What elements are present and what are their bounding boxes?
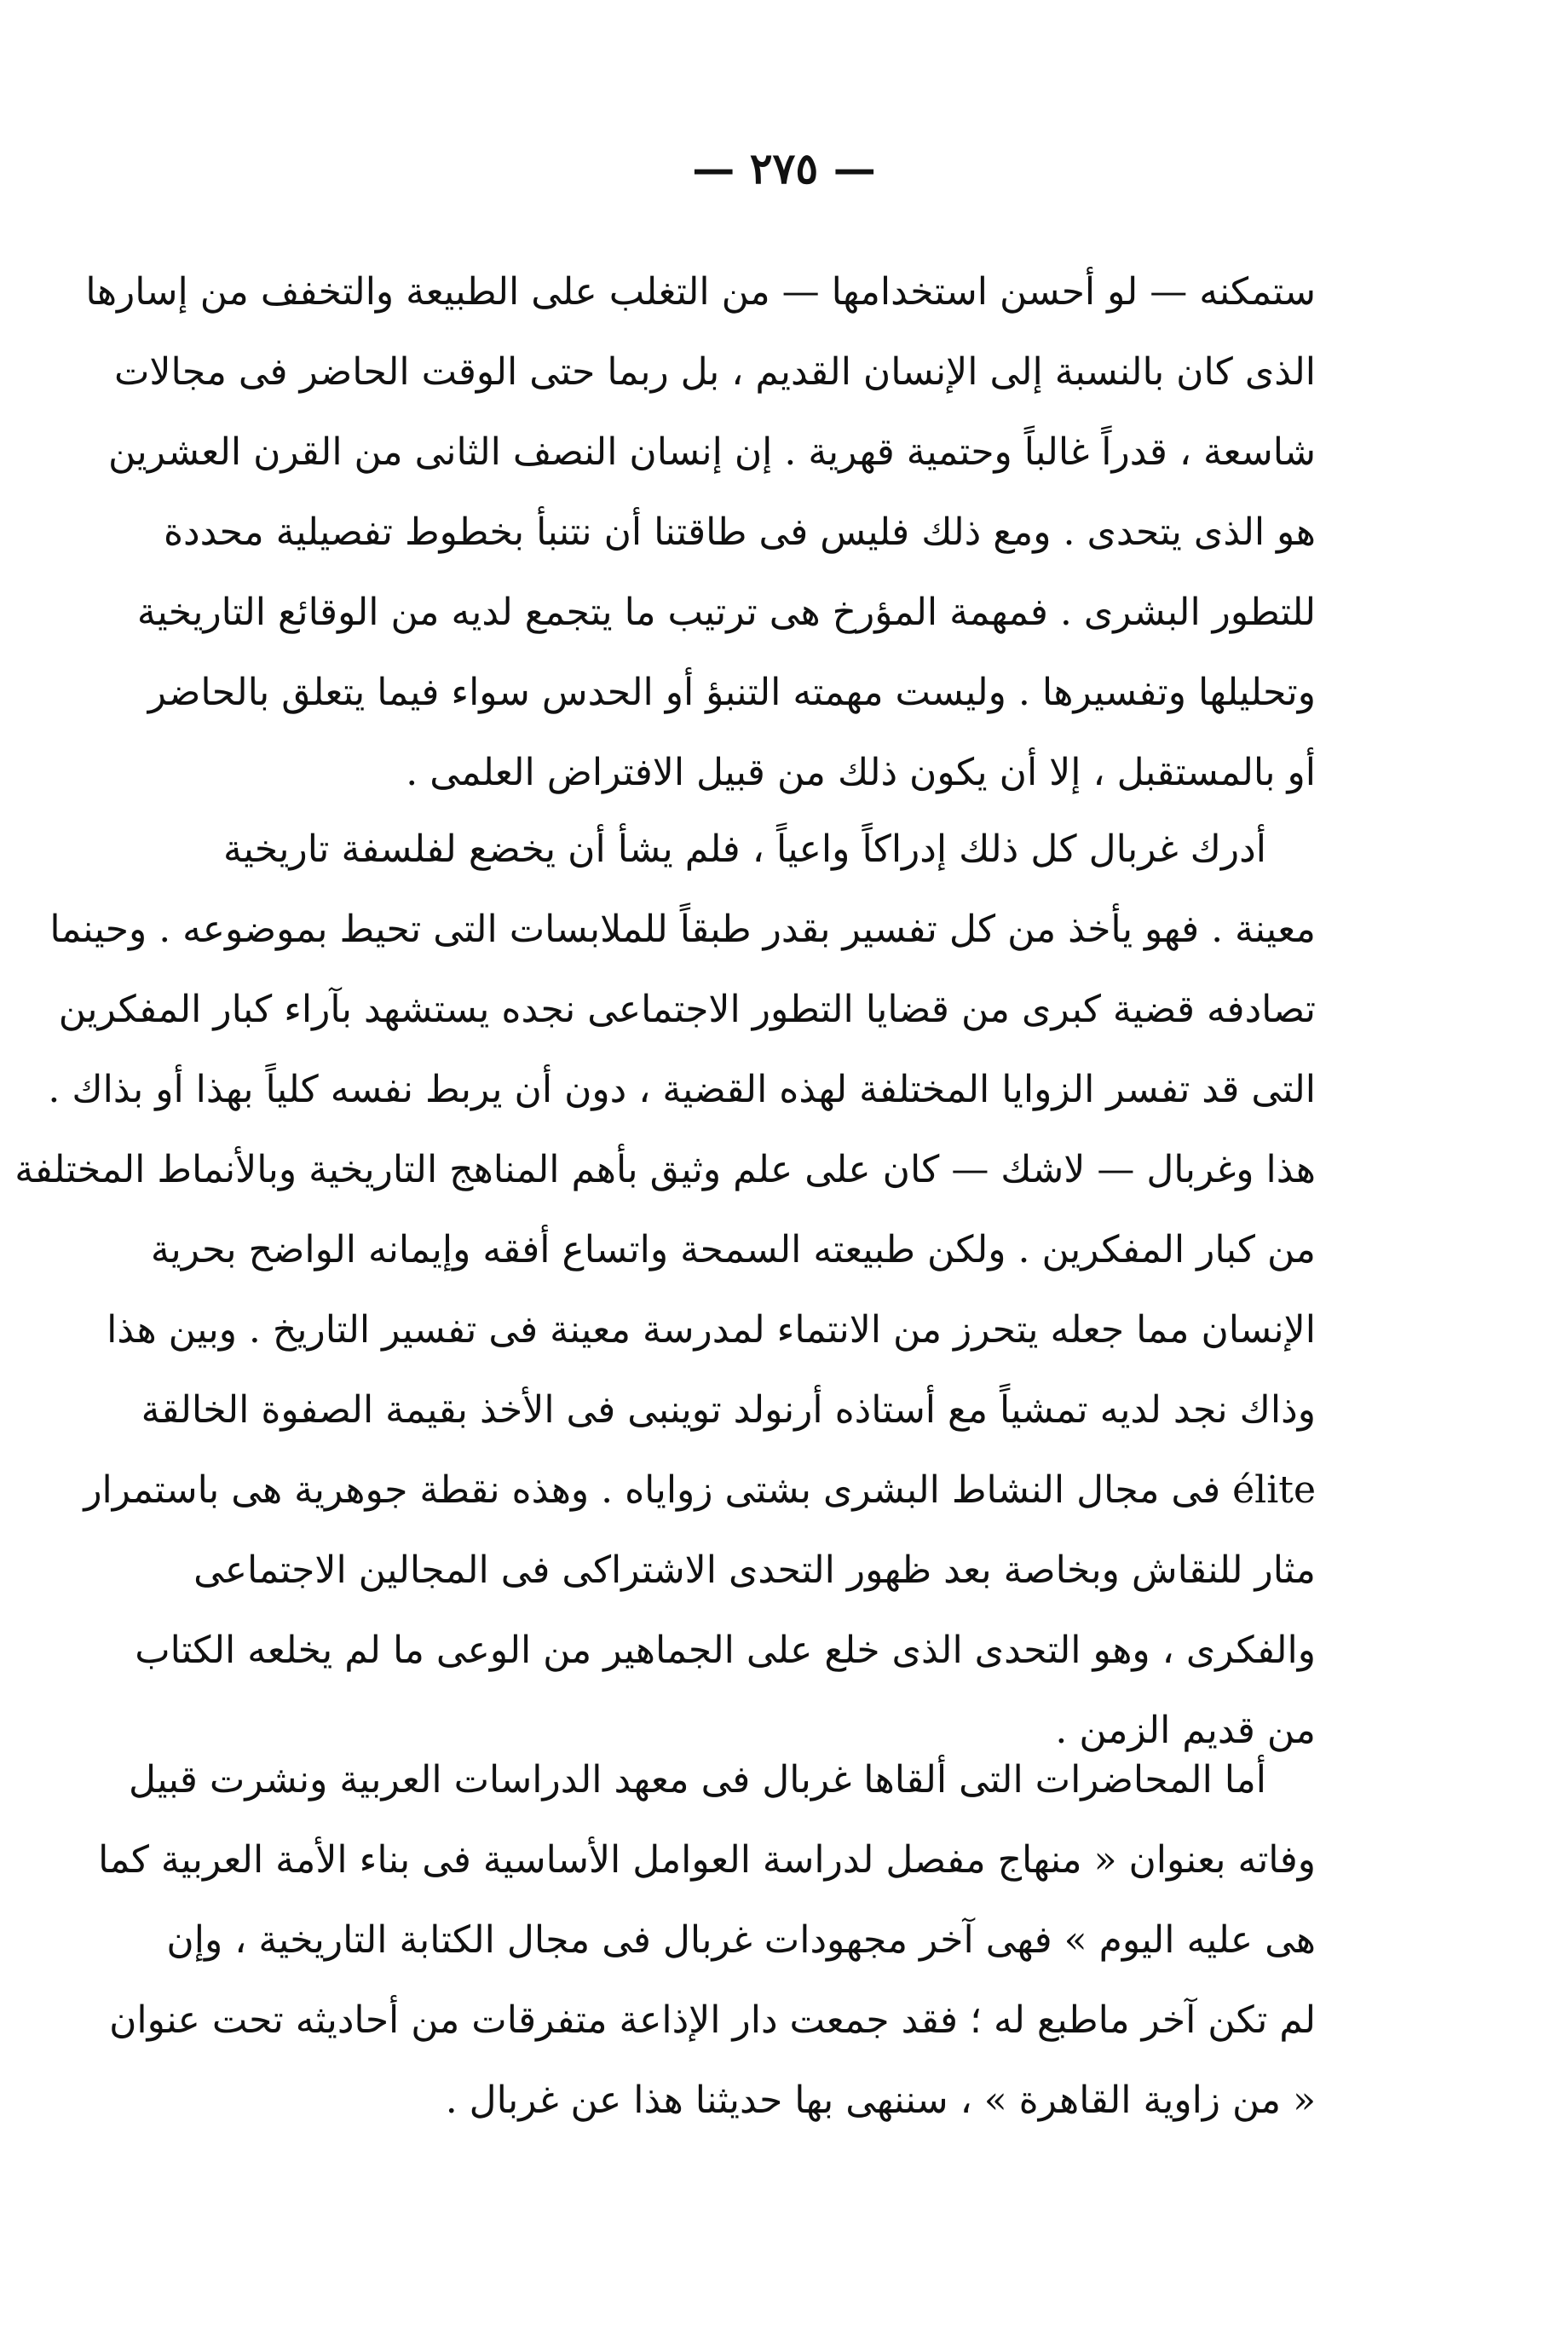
text-line: وذاك نجد لديه تمشياً مع أستاذه أرنولد توينبى فى الأخذ بقيمة الصفوة الخالقة (141, 1388, 1316, 1432)
text-line: وفاته بعنوان « منهاج مفصل لدراسة العوامل الأساسية فى بناء الأمة العربية كما (98, 1838, 1316, 1882)
text-line: هى عليه اليوم » فهى آخر مجهودات غربال فى مجال الكتابة التاريخية ، وإن (166, 1918, 1316, 1962)
paragraph-3 (98, 1740, 1316, 2141)
text-line: من كبار المفكرين . ولكن طبيعته السمحة واتساع أفقه وإيمانه الواضح بحرية (150, 1228, 1316, 1271)
text-line: من قديم الزمن . (1055, 1709, 1316, 1752)
text-line: الإنسان مما جعله يتحرز من الانتماء لمدرسة معينة فى تفسير التاريخ . وبين هذا (107, 1308, 1316, 1352)
text-line: شاسعة ، قدراً غالباً وحتمية قهرية . إن إنسان النصف الثانى من القرن العشرين (107, 430, 1316, 474)
text-line: الذى كان بالنسبة إلى الإنسان القديم ، بل ربما حتى الوقت الحاضر فى مجالات (114, 350, 1316, 394)
text-line: أو بالمستقبل ، إلا أن يكون ذلك من قبيل الافتراض العلمى . (406, 751, 1316, 794)
text-line: للتطور البشرى . فمهمة المؤرخ هى ترتيب ما يتجمع لديه من الوقائع التاريخية (136, 591, 1316, 634)
text-line: هو الذى يتحدى . ومع ذلك فليس فى طاقتنا أن نتنبأ بخطوط تفصيلية محددة (163, 510, 1316, 554)
text-line: ستمكنه — لو أحسن استخدامها — من التغلب على الطبيعة والتخفف من إسارها (85, 270, 1316, 314)
page-number: — ٢٧٥ — (692, 143, 876, 193)
paragraph-2 (14, 810, 1316, 1771)
text-line: والفكرى ، وهو التحدى الذى خلع على الجماهير من الوعى ما لم يخلعه الكتاب (135, 1629, 1316, 1672)
text-line: مثار للنقاش وبخاصة بعد ظهور التحدى الاشتراكى فى المجالين الاجتماعى (193, 1548, 1316, 1592)
text-line: « من زاوية القاهرة » ، سننهى بها حديثنا هذا عن غربال . (445, 2078, 1316, 2122)
text-line: لم تكن آخر ماطبع له ؛ فقد جمعت دار الإذاعة متفرقات من أحاديثه تحت عنوان (109, 1998, 1316, 2042)
paragraph-1 (85, 252, 1316, 813)
text-line: التى قد تفسر الزوايا المختلفة لهذه القضية ، دون أن يربط نفسه كلياً بهذا أو بذاك . (48, 1068, 1316, 1111)
text-line: élite فى مجال النشاط البشرى بشتى زواياه . وهذه نقطة جوهرية هى باستمرار (84, 1468, 1316, 1512)
text-line: هذا وغربال — لاشك — كان على علم وثيق بأهم المناهج التاريخية وبالأنماط المختلفة (14, 1148, 1316, 1191)
text-line: تصادفه قضية كبرى من قضايا التطور الاجتماعى نجده يستشهد بآراء كبار المفكرين (58, 988, 1316, 1031)
text-line: وتحليلها وتفسيرها . وليست مهمته التنبؤ أو الحدس سواء فيما يتعلق بالحاضر (147, 671, 1316, 714)
text-line: معينة . فهو يأخذ من كل تفسير بقدر طبقاً للملابسات التى تحيط بموضوعه . وحينما (49, 908, 1316, 951)
text-line: أما المحاضرات التى ألقاها غربال فى معهد الدراسات العربية ونشرت قبيل (129, 1758, 1266, 1802)
text-line: أدرك غربال كل ذلك إدراكاً واعياً ، فلم يشأ أن يخضع لفلسفة تاريخية (223, 827, 1266, 871)
